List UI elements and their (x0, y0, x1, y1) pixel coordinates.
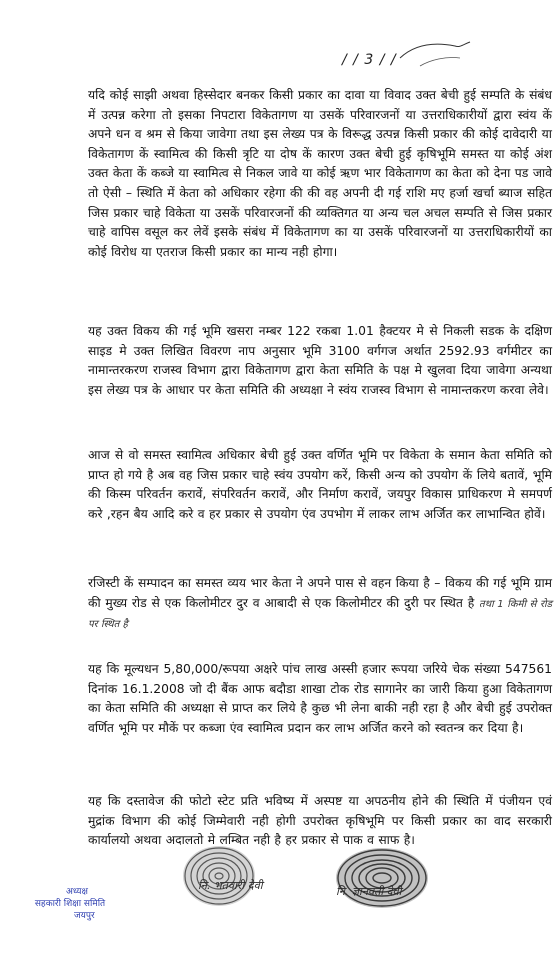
stamp-line-org: सहकारी शिक्षा समिति (34, 899, 106, 909)
paragraph-mutation-clause: यह उक्त विकय की गई भूमि खसरा नम्बर 122 रकबा 1.01 हैक्टयर मे से निकली सडक के दक्षिण साइड मे उक्त लिखित विवरण नाप अनुसार भूमि 3100 वर्गगज अर्थात 2592.93 वर्गमीटर का नामान्तरकरण राजस्व विभाग द्वारा विकेतागण द्वारा केता समिति के पक्ष मे खुलवा दिया जावेगा अन्यथा इस लेख्य पत्र के आधार पर केता समिति की अध्यक्षा ने स्वंय राजस्व विभाग से नामान्तकरण करवा लेवे। (88, 324, 552, 397)
page-number: / / 3 / / (342, 52, 397, 68)
paragraph-ownership-clause: आज से वो समस्त स्वामित्व अधिकार बेची हुई उक्त वर्णित भूमि पर विकेता के समान केता समिति को प्राप्त हो गये है अब वह जिस प्रकार चाहे स्वंय उपयोग करें, किसी अन्य को उपयोग कें लिये बतावें, भूमि की किस्म परिवर्तन करावें, संपरिवर्तन करावें, और निर्माण करावें, जयपुर विकास प्राधिकरण मे समपर्ण करे ,रहन बैय आदि करे व हर प्रकार से उपयोग एंव उपभोग में लाकर लाभ अर्जित कर लाभान्वित होवें। (88, 448, 552, 521)
signature-right: नि. ज्ञानवती देवी (336, 885, 402, 898)
paragraph-dispute-clause: यदि कोई साझी अथवा हिस्सेदार बनकर किसी प्रकार का दावा या विवाद उक्त बेची हुई सम्पति के संबंध में उत्पन्न करेगा तो इसका निपटारा विकेतागण या उसकें परिवारजनों या उत्तराधिकारीयों द्वारा स्वंय कें अपने धन व श्रम से किया जावेगा तथा इस लेख्य पत्र के विरूद्ध उत्पन्न किसी प्रकार की कोई दावेदारी या विकेतागण कें स्वामित्व की किसी त्रृटि या दोष कें कारण उक्त बेची हुई कृषिभूमि समस्त या कोई अंश उक्त केता कें कब्जे या स्वामित्व से निकल जावे या कोई ऋण भार विकेतागण का केता को देना पड जावे तो ऐसी – स्थिति में केता को अधिकार रहेगा की की वह अपनी दी गई राशि मए हर्जा खर्चा ब्याज सहित जिस प्रकार चाहे विकेता या उसकें परिवारजनों की व्यक्तिगत या अन्य चल अचल सम्पति से जिस प्रकार चाहे वापिस वसूल कर लेवें इसके संबंध में विकेतागण का या उसकें परिवारजनों या उत्तराधिकारीयों का कोई विरोध या एतराज किसी प्रकार का मान्य नही होगा। (88, 88, 552, 259)
stamp-line-city: जयपुर (74, 911, 95, 921)
handwritten-note: तथा 1 किमी से रोड पर स्थित है (88, 598, 552, 631)
paragraph-photocopy-clause: यह कि दस्तावेज की फोटो स्टेट प्रति भविष्य में अस्पष्ट या अपठनीय होने की स्थिति में पंजीयन एवं मुद्रांक विभाग की कोई जिम्मेवारी नही होगी उपरोक्त कृषिभूमि पर किसी प्रकार का वाद सरकारी कार्यालयो अथवा अदालतो मे लम्बित नही है हर प्रकार से पाक व साफ है। (88, 794, 552, 848)
paragraph-registry-text: रजिस्टी कें सम्पादन का समस्त व्यय भार केता ने अपने पास से वहन किया है – विकय की गई भूमि ग्राम की मुख्य रोड से एक किलोमीटर दुर व आबादी से एक किलोमीटर की दुरी पर स्थित है (88, 576, 552, 610)
paragraph-registry-expense (88, 574, 552, 634)
organization-stamp (14, 886, 126, 938)
signature-left: नि. भतवारी देवी (198, 879, 263, 892)
stamp-line-title: अध्यक्ष (66, 887, 88, 897)
paragraph-payment-clause: यह कि मूल्यधन 5,80,000/रूपया अक्षरे पांच लाख अस्सी हजार रूपया जरिये चेक संख्या 547561 दिनांक 16.1.2008 जो दी बैंक आफ बदौडा शाखा टोक रोड सागानेर का जारी किया हुआ विकेतागण का केता समिति की अध्यक्षा से प्राप्त कर लिये है कुछ भी लेना बाकी नही रहा है और बेची हुई उपरोक्त वर्णित भूमि पर मौकें पर कब्जा एंव स्वामित्व प्रदान कर लाभ अर्जित करने को स्वतन्त्र कर दिया है। (88, 662, 552, 735)
